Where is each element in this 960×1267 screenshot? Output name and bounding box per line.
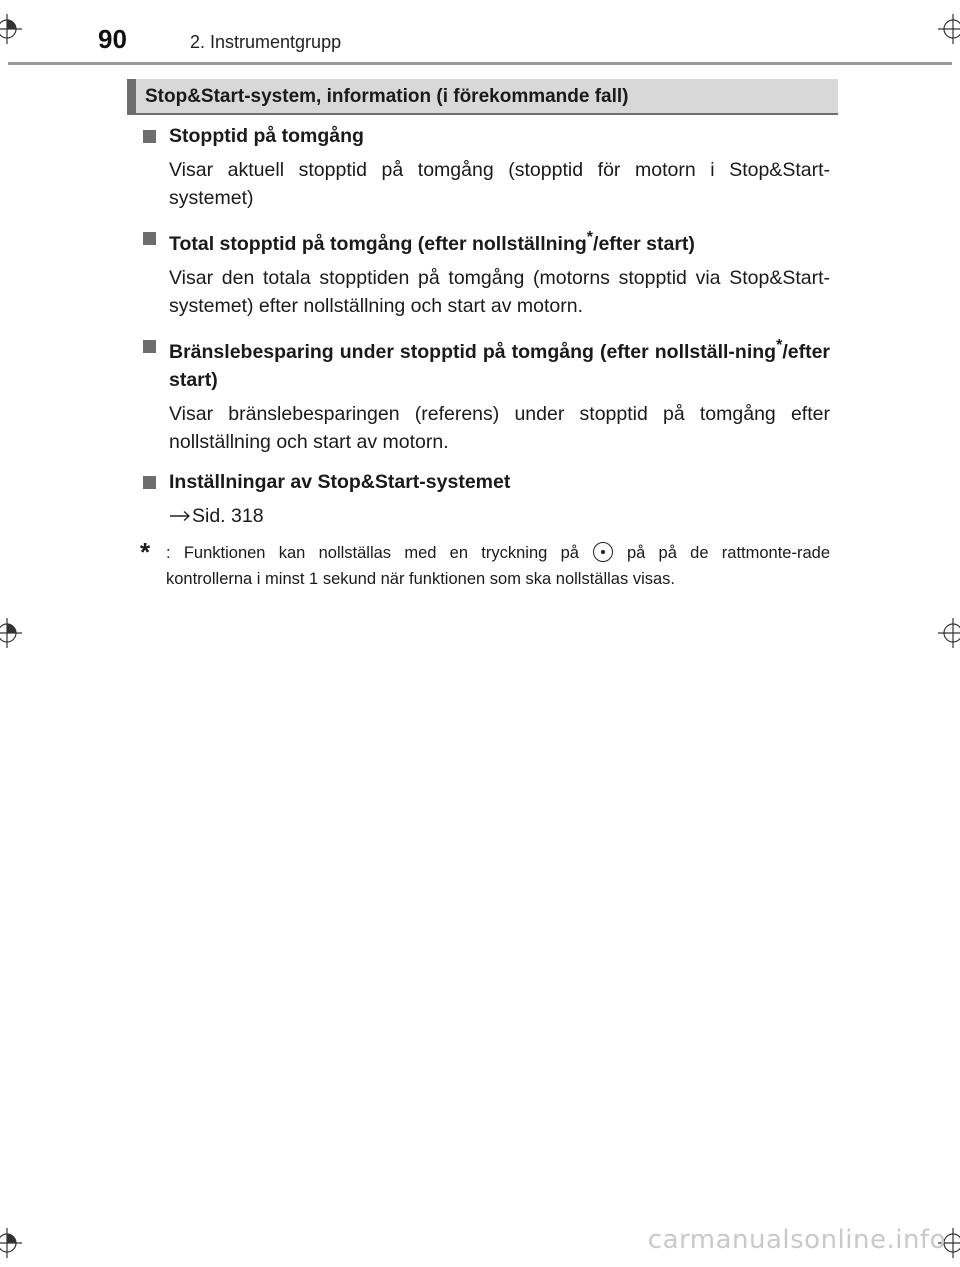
- heading-part: Bränslebesparing under stopptid på tomgång (efter nollställ-ning: [169, 341, 777, 363]
- page-number: 90: [98, 24, 127, 54]
- item-body: Visar den totala stopptiden på tomgång (motorns stopptid via Stop&Start-systemet) efter nollställning och start av motorn.: [169, 267, 830, 317]
- registration-mark-bottom-left-icon: [0, 1228, 22, 1258]
- footnote-mark: *: [140, 537, 151, 567]
- bullet-square-icon: [143, 130, 156, 143]
- page-reference-text: Sid. 318: [192, 505, 264, 527]
- footnote-text-after: på på de rattmonte-rade kontrollerna i minst 1 sekund när funktionen som ska nollställas visas.: [166, 544, 830, 588]
- registration-mark-middle-right-icon: [938, 618, 960, 648]
- item-heading-text: [169, 332, 830, 394]
- item-body: Visar bränslebesparingen (referens) under stopptid på tomgång efter nollställning och start av motorn.: [169, 403, 830, 453]
- bullet-square-icon: [143, 476, 156, 489]
- bullet-square-icon: [143, 232, 156, 245]
- page-reference-link[interactable]: [169, 502, 830, 530]
- footnote-star: *: [586, 229, 594, 246]
- item-heading-fuel-saving: [140, 332, 830, 394]
- heading-part: /efter start): [593, 233, 695, 255]
- item-heading-text: [169, 224, 830, 258]
- item-body: Visar aktuell stopptid på tomgång (stopptid för motorn i Stop&Start-systemet): [169, 159, 830, 209]
- arrow-right-icon: [169, 510, 191, 522]
- dot-circle-icon: [593, 542, 613, 562]
- heading-part: /efter start): [169, 341, 830, 391]
- item-heading-text: Stopptid på tomgång: [169, 125, 364, 147]
- item-heading-idle-stop-time: [140, 122, 830, 150]
- registration-mark-top-right-icon: [938, 14, 960, 44]
- heading-part: Total stopptid på tomgång (efter nollställning: [169, 233, 587, 255]
- item-heading-total-idle-stop-time: [140, 224, 830, 258]
- item-heading-stop-start-settings: [140, 468, 830, 496]
- item-heading-text: Inställningar av Stop&Start-systemet: [169, 471, 511, 493]
- chapter-title: 2. Instrumentgrupp: [190, 32, 342, 52]
- watermark: carmanualsonline.info: [647, 1225, 946, 1255]
- registration-mark-top-left-icon: [0, 14, 22, 44]
- content-area: [140, 118, 830, 592]
- section-header: [127, 79, 838, 115]
- footnote-star: *: [776, 337, 783, 354]
- footnote-text-before: : Funktionen kan nollställas med en tryckning på: [166, 544, 579, 562]
- footnote-text: [166, 540, 830, 592]
- header-rule: [8, 62, 952, 65]
- footnote: [140, 537, 830, 592]
- section-title: Stop&Start-system, information (i förekommande fall): [145, 86, 629, 107]
- registration-mark-middle-left-icon: [0, 618, 22, 648]
- bullet-square-icon: [143, 340, 156, 353]
